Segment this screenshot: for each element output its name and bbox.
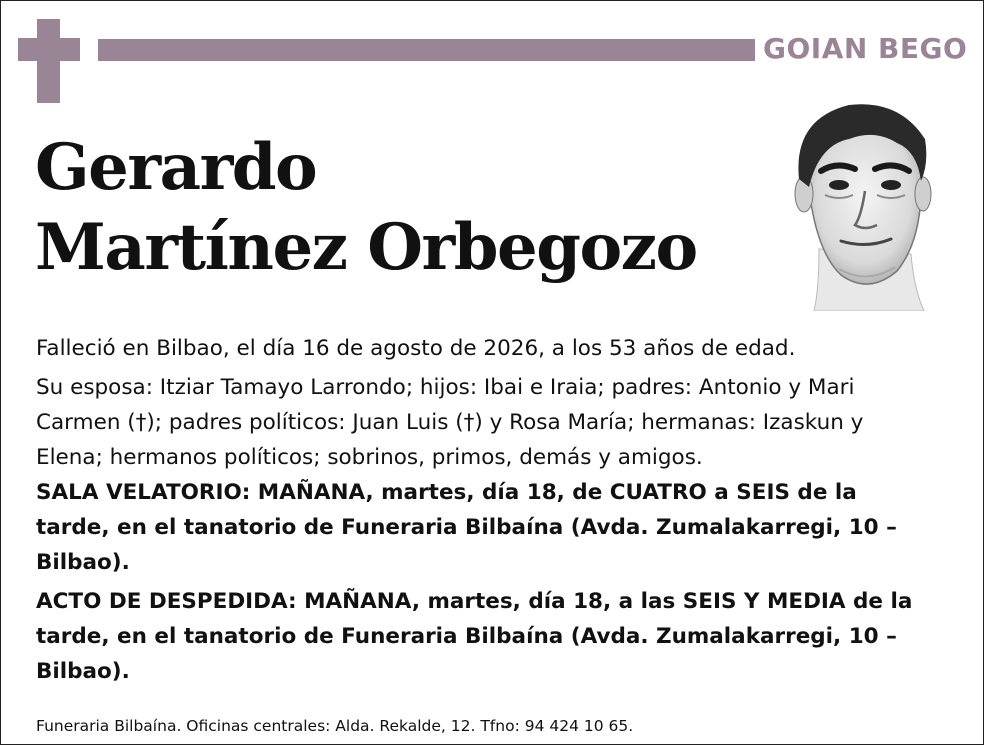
- portrait-photo: [779, 99, 949, 311]
- brand-label: GOIAN BEGO: [763, 32, 968, 65]
- death-line: Falleció en Bilbao, el día 16 de agosto de 2026, a los 53 años de edad.: [36, 336, 796, 361]
- wake-paragraph: SALA VELATORIO: MAÑANA, martes, día 18, de CUATRO a SEIS de la tarde, en el tanatorio de Funeraria Bilbaína (Avda. Zumalakarregi, 10 – Bilbao).: [36, 480, 897, 575]
- deceased-surname: Martínez Orbegozo: [35, 210, 697, 285]
- obituary-body: [36, 331, 936, 689]
- cross-vertical-bar: [37, 19, 60, 103]
- farewell-paragraph: ACTO DE DESPEDIDA: MAÑANA, martes, día 18, a las SEIS Y MEDIA de la tarde, en el tanatorio de Funeraria Bilbaína (Avda. Zumalakarregi, 10 – Bilbao).: [36, 589, 913, 684]
- deceased-name: [35, 128, 697, 288]
- cross-horizontal-bar: [18, 38, 80, 61]
- family-paragraph: Su esposa: Itziar Tamayo Larrondo; hijos: Ibai e Iraia; padres: Antonio y Mari Carmen (†); padres políticos: Juan Luis (†) y Rosa María; hermanas: Izaskun y Elena; hermanos políticos; sobrinos, primos, demás y amigos.: [36, 375, 864, 470]
- deceased-first-name: Gerardo: [35, 130, 317, 205]
- header-rule: [98, 39, 755, 61]
- funeral-home-footer: Funeraria Bilbaína. Oficinas centrales: Alda. Rekalde, 12. Tfno: 94 424 10 65.: [36, 717, 634, 735]
